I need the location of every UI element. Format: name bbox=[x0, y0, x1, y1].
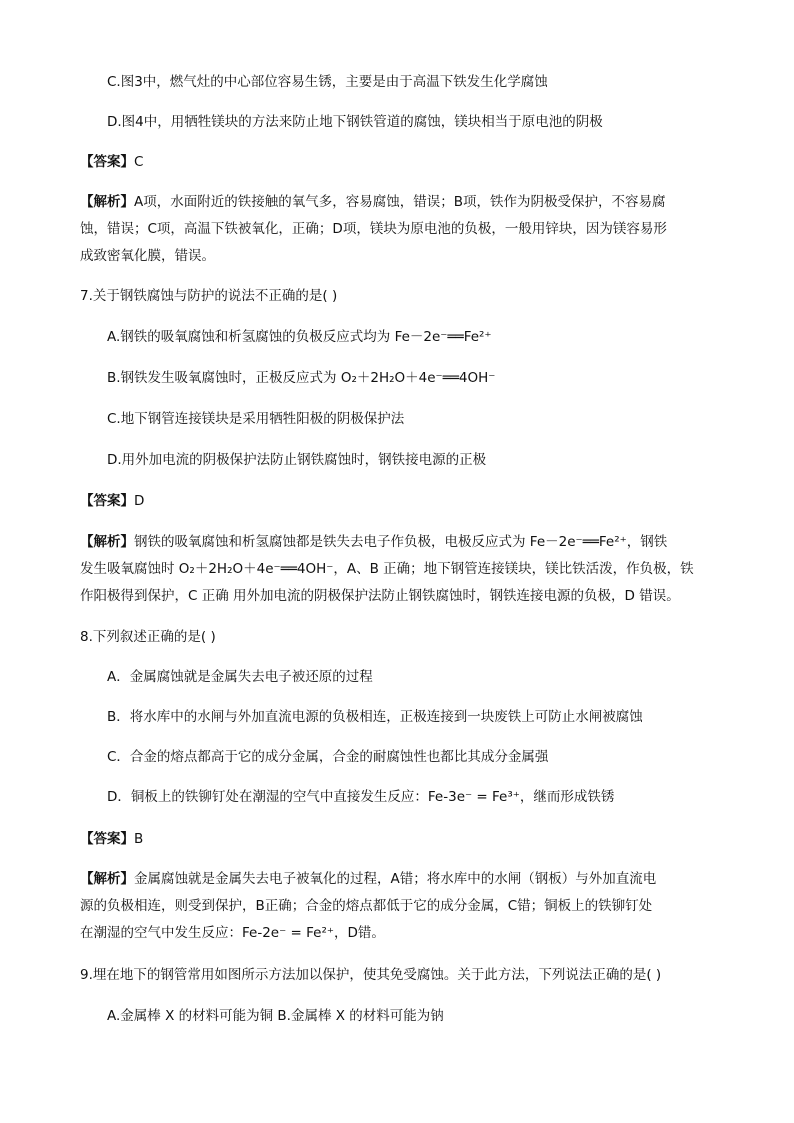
q7-analysis-line-2: 发生吸氧腐蚀时 O₂＋2H₂O＋4e⁻══4OH⁻，A、B 正确；地下钢管连接镁块，镁比铁活泼，作负极，铁 bbox=[80, 561, 694, 577]
answer-tag: 【答案】 bbox=[80, 493, 134, 509]
answer-value: D bbox=[134, 493, 145, 509]
q7-option-c: C.地下钢管连接镁块是采用牺牲阳极的阴极保护法 bbox=[107, 411, 405, 427]
q8-answer bbox=[80, 829, 143, 849]
q8-stem: 8.下列叙述正确的是( ) bbox=[80, 629, 216, 645]
q8-analysis-line-1 bbox=[80, 869, 656, 889]
q9-stem: 9.埋在地下的钢管常用如图所示方法加以保护，使其免受腐蚀。关于此方法，下列说法正确的是( ) bbox=[80, 967, 662, 983]
q7-option-d: D.用外加电流的阴极保护法防止钢铁腐蚀时，钢铁接电源的正极 bbox=[107, 452, 487, 468]
q8-option-b: B．将水库中的水闸与外加直流电源的负极相连，正极连接到一块废铁上可防止水闸被腐蚀 bbox=[107, 709, 643, 725]
q6-analysis-line-2: 蚀，错误；C项，高温下铁被氧化，正确；D项，镁块为原电池的负极，一般用锌块，因为镁容易形 bbox=[80, 221, 667, 237]
q7-option-a: A.钢铁的吸氧腐蚀和析氢腐蚀的负极反应式均为 Fe－2e⁻══Fe²⁺ bbox=[107, 329, 492, 345]
q7-answer bbox=[80, 491, 144, 511]
q6-option-d: D.图4中，用牺牲镁块的方法来防止地下钢铁管道的腐蚀，镁块相当于原电池的阴极 bbox=[107, 114, 603, 130]
analysis-text: 金属腐蚀就是金属失去电子被氧化的过程，A错；将水库中的水闸（钢板）与外加直流电 bbox=[134, 871, 657, 887]
answer-tag: 【答案】 bbox=[80, 831, 134, 847]
q6-answer bbox=[80, 152, 143, 172]
q6-option-c: C.图3中，燃气灶的中心部位容易生锈，主要是由于高温下铁发生化学腐蚀 bbox=[107, 74, 548, 90]
q8-analysis-line-2: 源的负极相连，则受到保护，B正确；合金的熔点都低于它的成分金属，C错；铜板上的铁铆钉处 bbox=[80, 898, 653, 914]
q7-option-b: B.钢铁发生吸氧腐蚀时，正极反应式为 O₂＋2H₂O＋4e⁻══4OH⁻ bbox=[107, 370, 496, 386]
q7-stem: 7.关于钢铁腐蚀与防护的说法不正确的是( ) bbox=[80, 288, 338, 304]
analysis-text: A项，水面附近的铁接触的氧气多，容易腐蚀，错误；B项，铁作为阴极受保护，不容易腐 bbox=[134, 194, 666, 210]
q6-analysis-line-3: 成致密氧化膜，错误。 bbox=[80, 248, 215, 264]
q8-option-a: A．金属腐蚀就是金属失去电子被还原的过程 bbox=[107, 669, 373, 685]
q9-options-ab: A.金属棒 X 的材料可能为铜 B.金属棒 X 的材料可能为钠 bbox=[107, 1008, 444, 1024]
q8-option-c: C．合金的熔点都高于它的成分金属，合金的耐腐蚀性也都比其成分金属强 bbox=[107, 749, 549, 765]
analysis-tag: 【解析】 bbox=[80, 534, 134, 550]
q8-option-d: D．铜板上的铁铆钉处在潮湿的空气中直接发生反应：Fe-3e⁻ = Fe³⁺，继而形成铁锈 bbox=[107, 789, 615, 805]
answer-value: C bbox=[134, 154, 144, 170]
answer-value: B bbox=[134, 831, 144, 847]
q6-analysis-line-1 bbox=[80, 192, 666, 212]
analysis-tag: 【解析】 bbox=[80, 871, 134, 887]
answer-tag: 【答案】 bbox=[80, 154, 134, 170]
analysis-text: 钢铁的吸氧腐蚀和析氢腐蚀都是铁失去电子作负极，电极反应式为 Fe－2e⁻══Fe²⁺，钢铁 bbox=[134, 534, 668, 550]
q8-analysis-line-3: 在潮湿的空气中发生反应：Fe-2e⁻ = Fe²⁺，D错。 bbox=[80, 925, 385, 941]
q7-analysis-line-3: 作阳极得到保护，C 正确 用外加电流的阴极保护法防止钢铁腐蚀时，钢铁连接电源的负极，D 错误。 bbox=[80, 588, 680, 604]
q7-analysis-line-1 bbox=[80, 532, 667, 552]
analysis-tag: 【解析】 bbox=[80, 194, 134, 210]
